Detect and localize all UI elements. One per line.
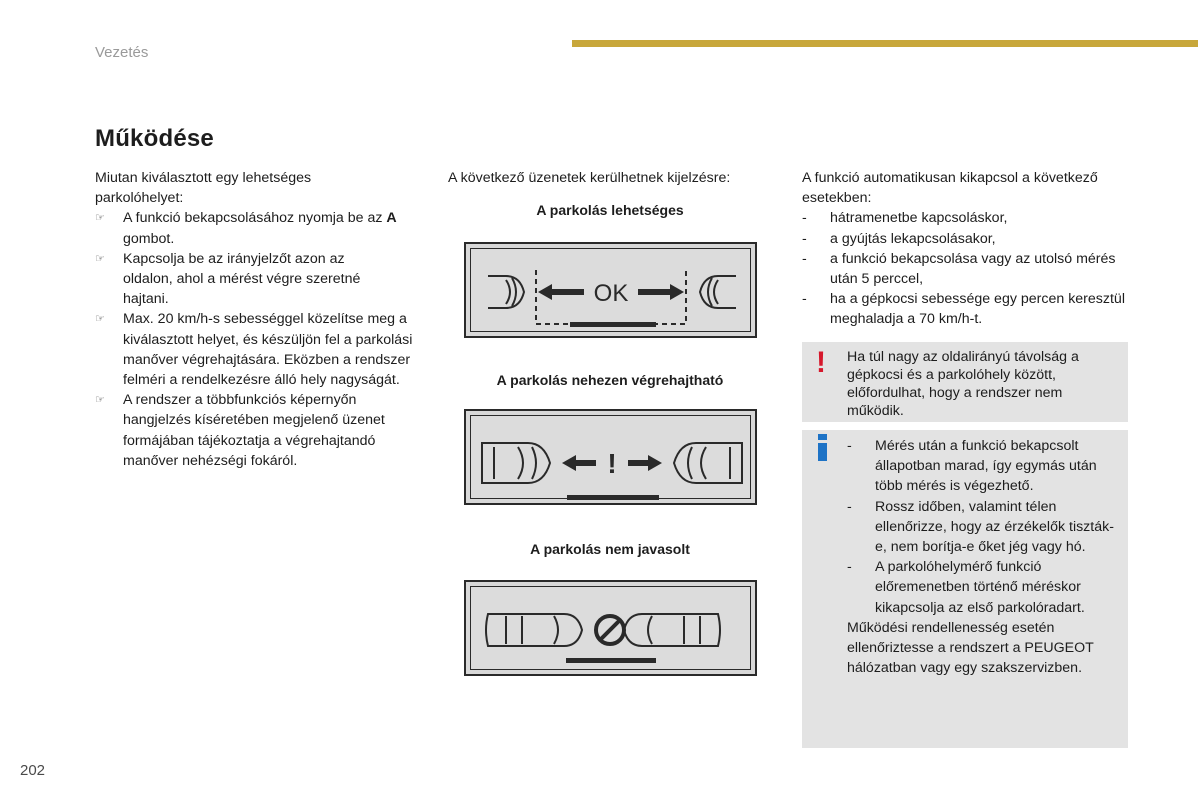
- page-heading: Működése: [95, 125, 214, 152]
- page-number: 202: [20, 762, 46, 779]
- info-icon: [818, 434, 827, 461]
- auto-off-list: [802, 208, 1132, 329]
- display-parking-possible: [464, 242, 757, 338]
- list-item: - Rossz időben, valamint télen ellenőrizze, hogy az érzékelők tiszták-e, nem borítja-e őket jég vagy hó.: [847, 498, 1114, 556]
- warning-note: [802, 342, 1128, 422]
- list-item: - a gyújtás lekapcsolásakor,: [802, 230, 996, 247]
- prohibited-icon: [466, 582, 759, 678]
- message-label-difficult: A parkolás nehezen végrehajtható: [496, 372, 724, 388]
- list-item: - ha a gépkocsi sebessége egy percen keresztül meghaladja a 70 km/h-t.: [802, 291, 1125, 328]
- warning-exclamation-icon: !: [816, 346, 826, 379]
- column-instructions: [95, 168, 425, 471]
- header-accent-bar: [572, 40, 1198, 47]
- list-item: - A parkolóhelymérő funkció előremenetben történő méréskor kikapcsolja az első parkolóradart.: [847, 559, 1085, 616]
- auto-off-intro: A funkció automatikusan kikapcsol a következő esetekben:: [802, 170, 1098, 207]
- list-item: - a funkció bekapcsolása vagy az utolsó mérés után 5 perccel,: [802, 250, 1116, 288]
- message-label-possible: A parkolás lehetséges: [536, 202, 684, 218]
- messages-intro: A következő üzenetek kerülhetnek kijelzésre:: [448, 170, 731, 186]
- warning-arrows-icon: [466, 411, 759, 507]
- warning-note-text: Ha túl nagy az oldalirányú távolság a gépkocsi és a parkolóhely között, előfordulhat, hogy a rendszer nem működik.: [847, 349, 1079, 419]
- info-note-text: [847, 436, 1122, 678]
- section-title: Vezetés: [95, 44, 149, 61]
- instruction-item: ☞ A funkció bekapcsolásához nyomja be az A gombot.: [95, 210, 397, 247]
- display-parking-not-recommended: [464, 580, 757, 676]
- instructions-intro: Miutan kiválasztott egy lehetséges parkolóhelyet:: [95, 170, 312, 207]
- list-item: - hátramenetbe kapcsoláskor,: [802, 210, 1008, 227]
- ok-display-text: OK: [593, 280, 629, 307]
- list-item: - Mérés után a funkció bekapcsolt állapotban marad, így egymás után több mérés is végezhető.: [847, 438, 1097, 495]
- pointing-hand-icon: ☞: [95, 394, 105, 407]
- instruction-item: ☞ Kapcsolja be az irányjelzőt azon az oldalon, ahol a mérést végre szeretné hajtani.: [95, 250, 361, 308]
- column-auto-off: [802, 168, 1132, 330]
- instructions-list: [95, 208, 425, 471]
- warning-display-text: !: [607, 448, 617, 479]
- column-messages: [448, 168, 768, 188]
- info-list: [847, 436, 1122, 618]
- display-parking-difficult: [464, 409, 757, 505]
- instruction-item: ☞ Max. 20 km/h-s sebességgel közelítse meg a kiválasztott helyet, és készüljön fel a parkolási manőver végrehajtására. Eközben a rendszer felméri a rendelkezésre álló hely nagyságát.: [95, 311, 413, 389]
- pointing-hand-icon: ☞: [95, 252, 105, 265]
- info-footer: Működési rendellenesség esetén ellenőriztesse a rendszert a PEUGEOT hálózatban vagy egy szakszervizben.: [847, 619, 1094, 677]
- pointing-hand-icon: ☞: [95, 313, 105, 326]
- ok-arrows-icon: [466, 244, 759, 340]
- instruction-item: ☞ A rendszer a többfunkciós képernyőn hangjelzés kíséretében megjelenő üzenet formájában tájékoztatja a végrehajtandó manőver nehézségi fokáról.: [95, 392, 385, 469]
- message-label-not-recommended: A parkolás nem javasolt: [530, 541, 690, 557]
- info-note: [802, 430, 1128, 748]
- pointing-hand-icon: ☞: [95, 212, 105, 225]
